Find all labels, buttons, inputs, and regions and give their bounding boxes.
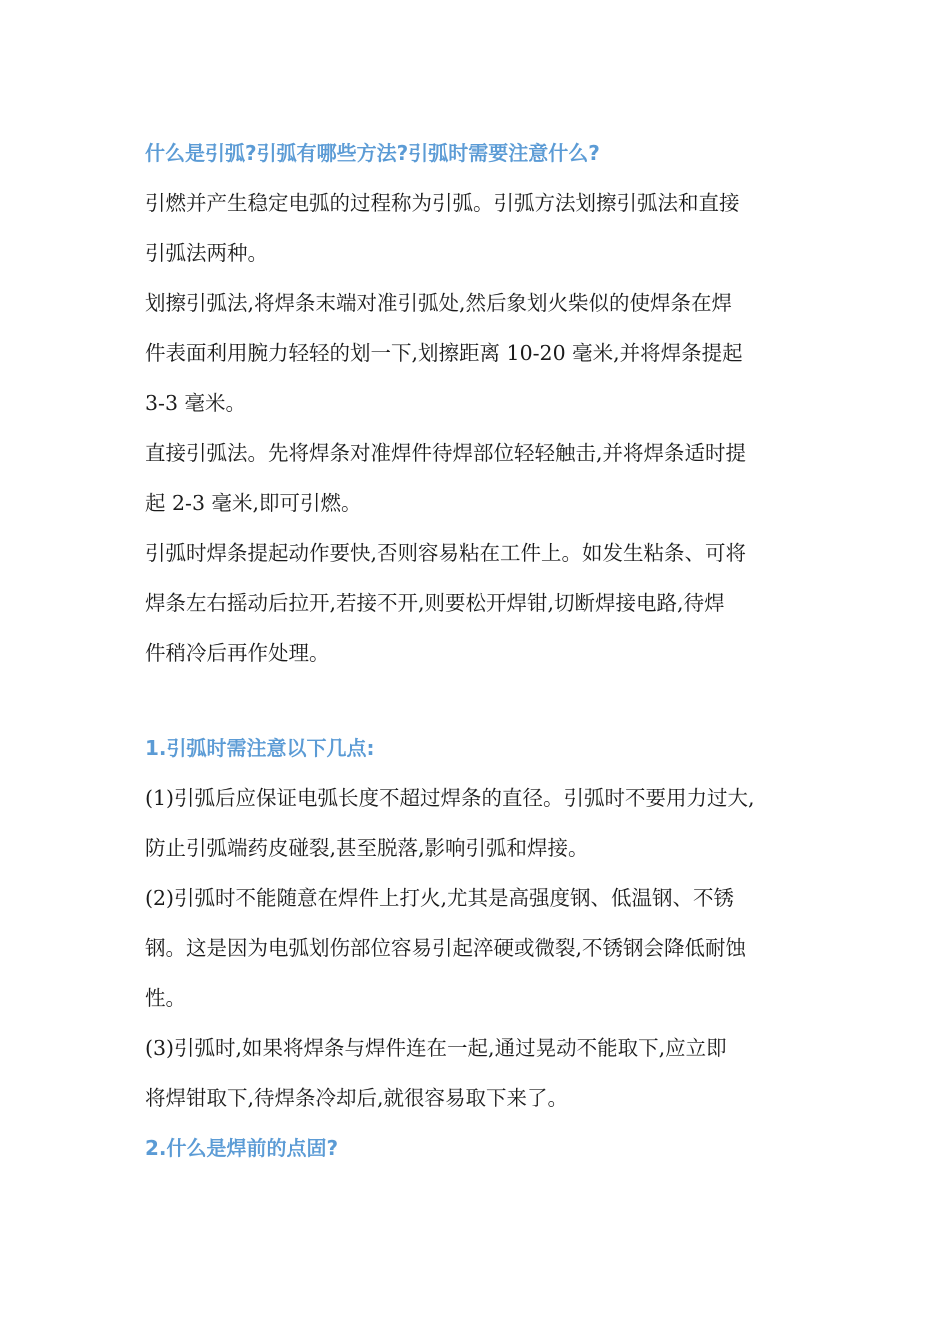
direct-method-paragraph [145,428,815,528]
text-line: 直接引弧法。先将焊条对准焊件待焊部位轻轻触击,并将焊条适时提 [145,441,747,465]
sticking-paragraph [145,528,815,678]
section-spacer [145,678,815,723]
text-line: (1)引弧后应保证电弧长度不超过焊条的直径。引弧时不要用力过大, [145,786,755,810]
text-line: 起 2-3 毫米,即可引燃。 [145,491,362,515]
text-line: 引燃并产生稳定电弧的过程称为引弧。引弧方法划擦引弧法和直接 [145,191,740,215]
text-line: 性。 [145,986,186,1010]
text-line: (3)引弧时,如果将焊条与焊件连在一起,通过晃动不能取下,应立即 [145,1036,727,1060]
document-title: 什么是引弧?引弧有哪些方法?引弧时需要注意什么? [145,141,600,165]
point-2-paragraph [145,873,815,1023]
point-1-paragraph [145,773,815,873]
text-line: 3-3 毫米。 [145,391,247,415]
document-page [145,128,815,1173]
text-line: 钢。这是因为电弧划伤部位容易引起淬硬或微裂,不锈钢会降低耐蚀 [145,936,747,960]
text-line: 将焊钳取下,待焊条冷却后,就很容易取下来了。 [145,1086,569,1110]
text-line: 防止引弧端药皮碰裂,甚至脱落,影响引弧和焊接。 [145,836,589,860]
text-line: 引弧法两种。 [145,241,268,265]
intro-paragraph [145,178,815,278]
text-line: 焊条左右摇动后拉开,若接不开,则要松开焊钳,切断焊接电路,待焊 [145,591,725,615]
text-line: 引弧时焊条提起动作要快,否则容易粘在工件上。如发生粘条、可将 [145,541,747,565]
point-3-paragraph [145,1023,815,1123]
section-heading-1: 1.引弧时需注意以下几点: [145,736,375,760]
section-heading-2: 2.什么是焊前的点固? [145,1136,339,1160]
text-line: 划擦引弧法,将焊条末端对准引弧处,然后象划火柴似的使焊条在焊 [145,291,733,315]
text-line: 件表面利用腕力轻轻的划一下,划擦距离 10-20 毫米,并将焊条提起 [145,341,743,365]
scratch-method-paragraph [145,278,815,428]
text-line: 件稍冷后再作处理。 [145,641,330,665]
text-line: (2)引弧时不能随意在焊件上打火,尤其是高强度钢、低温钢、不锈 [145,886,735,910]
